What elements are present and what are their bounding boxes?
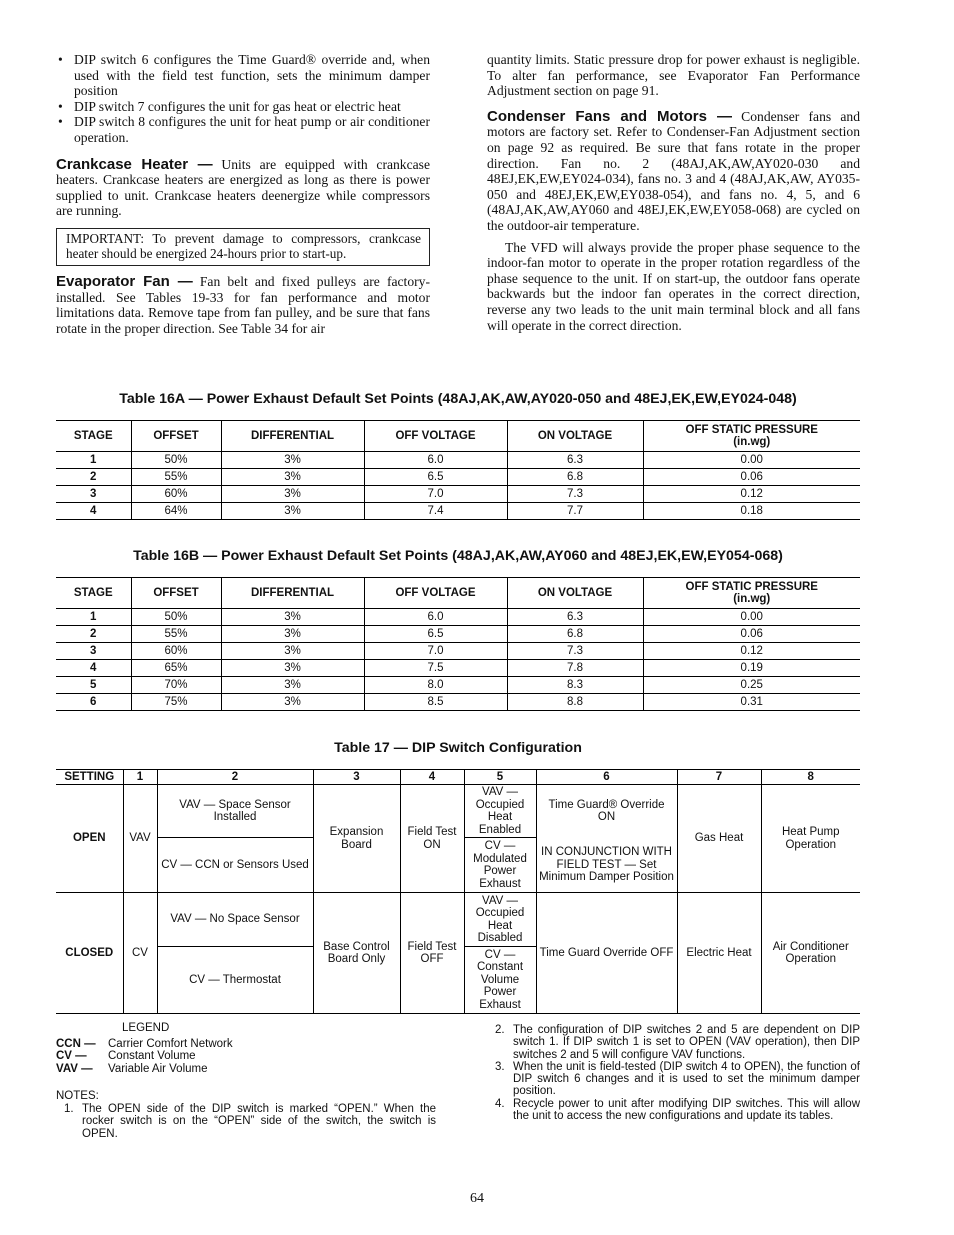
note-3: 3. When the unit is field-tested (DIP switch 4 to OPEN), the function of DIP switch 6 changes and it is used to set the minimum damper position. [495,1060,860,1098]
cell-stage: 3 [56,643,131,660]
cell-stage: 6 [56,694,131,711]
cell-stage: 1 [56,609,131,626]
header-line-1: OFF STATIC PRESSURE [685,581,818,593]
table-row [56,452,860,469]
cell-closed-5a: VAV — Occupied Heat Disabled [464,893,536,947]
col-header-switch-8: 8 [761,770,860,785]
col-header-off-voltage: OFF VOLTAGE [364,421,507,452]
bullet-dip-8: • DIP switch 8 configures the unit for heat pump or air conditioner operation. [56,114,430,145]
cell-on-voltage: 6.3 [507,452,643,469]
cell-differential: 3% [221,660,364,677]
cell-off-voltage: 7.5 [364,660,507,677]
note-3-text: When the unit is field-tested (DIP switch 4 to OPEN), the function of DIP switch 6 changes and it is used to set the minimum damper position. [513,1060,860,1098]
cell-offset: 60% [131,486,221,503]
table-16b [56,577,860,711]
col-header-stage: STAGE [56,421,131,452]
notes-right [487,1024,860,1122]
cell-open-7: Gas Heat [677,785,761,893]
cell-open-2b: CV — CCN or Sensors Used [157,838,313,893]
cell-differential: 3% [221,694,364,711]
cell-differential: 3% [221,643,364,660]
page-number: 64 [470,1191,484,1206]
vfd-paragraph: The VFD will always provide the proper phase sequence to the indoor-fan motor to operate in the proper rotation regardless of the phase sequence to the unit. If on start-up, the outdoor fans operate backwards but the indoor fan operates in the correct direction, reverse any two leads to the unit main terminal block and all fans will operate in the correct direction. [487,239,860,333]
table-row [56,694,860,711]
cell-off-static-pressure: 0.12 [643,486,860,503]
col-header-switch-5: 5 [464,770,536,785]
table-row [56,626,860,643]
cell-off-voltage: 6.0 [364,452,507,469]
cell-differential: 3% [221,452,364,469]
table-row-open-a [56,785,860,838]
col-header-off-static-pressure [643,421,860,452]
cell-off-static-pressure: 0.06 [643,469,860,486]
col-header-offset: OFFSET [131,578,221,609]
bullet-dip-7: • DIP switch 7 configures the unit for gas heat or electric heat [56,99,430,115]
cell-stage: 4 [56,660,131,677]
cell-offset: 60% [131,643,221,660]
right-column [487,52,860,333]
cell-stage: 4 [56,503,131,520]
legend-item [56,1050,436,1063]
note-1-text: The OPEN side of the DIP switch is marked “OPEN.” When the rocker switch is on the “OPEN” side of the switch, the switch is OPEN. [82,1102,436,1140]
cell-off-static-pressure: 0.25 [643,677,860,694]
cell-differential: 3% [221,469,364,486]
cell-off-static-pressure: 0.19 [643,660,860,677]
legend-item [56,1038,436,1051]
cell-differential: 3% [221,677,364,694]
table-row [56,503,860,520]
col-header-switch-4: 4 [400,770,464,785]
condenser-paragraph [487,109,860,234]
cell-on-voltage: 6.8 [507,469,643,486]
col-header-switch-1: 1 [123,770,157,785]
continued-paragraph: quantity limits. Static pressure drop for power exhaust is negligible. To alter fan performance, see Evaporator Fan Performance Adjustment section on page 91. [487,52,860,99]
cell-off-voltage: 8.0 [364,677,507,694]
header-line-2: (in.wg) [733,436,771,448]
table-row [56,609,860,626]
col-header-differential: DIFFERENTIAL [221,578,364,609]
cell-closed-8: Air Conditioner Operation [761,893,860,1014]
col-header-off-voltage: OFF VOLTAGE [364,578,507,609]
legend-text: Constant Volume [108,1050,196,1062]
cell-off-static-pressure: 0.06 [643,626,860,643]
cell-offset: 64% [131,503,221,520]
condenser-heading: Condenser Fans and Motors — [487,107,732,125]
cell-off-static-pressure: 0.00 [643,609,860,626]
cell-closed-2a: VAV — No Space Sensor [157,893,313,947]
crankcase-text: Units are equipped with crankcase heaters. Crankcase heaters are energized as long as there is power supplied to unit. Crankcase heaters deenergize while compressors are running. [56,156,430,219]
table-16b-title: Table 16B — Power Exhaust Default Set Points (48AJ,AK,AW,AY060 and 48EJ,EK,EW,EY054-068) [133,548,783,564]
condenser-text: Condenser fans and motors are factory set. Refer to Condenser-Fan Adjustment section on page 92 as required. Be sure that fans rotate in the proper direction. Fan no. 2 (48AJ,AK,AW,AY020-030 and 48EJ,EK,EW,EY024-034), fans no. 3 and 4 (48AJ,AK,AW, AY035-050 and 48EJ,EK,EW,EY038-054), and fans no. 4, 5, and 6 (48AJ,AK,AW,AY060 and 48EJ,EK,EW,EY058-068) are cycled on the outdoor-air temperature. [487,108,860,233]
cell-closed-5b: CV — Constant Volume Power Exhaust [464,947,536,1014]
notes-list-left [56,1103,436,1141]
cell-open-5a: VAV — Occupied Heat Enabled [464,785,536,838]
col-header-switch-2: 2 [157,770,313,785]
table-row [56,486,860,503]
cell-closed-6: Time Guard Override OFF [536,893,677,1014]
evaporator-heading: Evaporator Fan — [56,272,193,290]
cell-open-2a: VAV — Space Sensor Installed [157,785,313,838]
note-2: 2. The configuration of DIP switches 2 and 5 are dependent on DIP switch 1. If DIP switch 1 is set to OPEN (VAV operation), then DIP switches 2 and 5 will configure VAV functions. [495,1024,860,1061]
col-header-off-static-pressure [643,578,860,609]
legend-text: Variable Air Volume [108,1062,208,1075]
cell-on-voltage: 7.3 [507,643,643,660]
col-header-stage: STAGE [56,578,131,609]
legend-abbr: CV — [56,1050,87,1062]
cell-offset: 55% [131,626,221,643]
cell-differential: 3% [221,503,364,520]
table-17-title: Table 17 — DIP Switch Configuration [334,740,582,756]
cell-open-4: Field Test ON [400,785,464,893]
cell-off-static-pressure: 0.31 [643,694,860,711]
cell-off-voltage: 7.4 [364,503,507,520]
note-4-text: Recycle power to unit after modifying DIP switches. This will allow the unit to access the new configurations and update its tables. [513,1097,860,1123]
table-row [56,660,860,677]
table-row [56,677,860,694]
evaporator-paragraph [56,274,430,336]
col-header-switch-7: 7 [677,770,761,785]
cell-off-voltage: 7.0 [364,643,507,660]
table-16a [56,420,860,520]
cell-off-voltage: 6.5 [364,626,507,643]
cell-off-static-pressure: 0.00 [643,452,860,469]
col-header-on-voltage: ON VOLTAGE [507,578,643,609]
legend-abbr: CCN — [56,1037,96,1050]
note-4: 4. Recycle power to unit after modifying DIP switches. This will allow the unit to access the new configurations and update its tables. [495,1097,860,1123]
cell-offset: 65% [131,660,221,677]
crankcase-paragraph [56,157,430,219]
cell-open-1: VAV [123,785,157,893]
dip-switch-bullets [56,52,430,146]
cell-closed-1: CV [123,893,157,1014]
col-header-on-voltage: ON VOLTAGE [507,421,643,452]
setting-open: OPEN [56,785,123,893]
header-line-2: (in.wg) [733,593,771,605]
legend-abbr: VAV — [56,1062,93,1075]
cell-on-voltage: 6.8 [507,626,643,643]
col-header-offset: OFFSET [131,421,221,452]
notes-title: NOTES: [56,1090,99,1102]
cell-open-6a: Time Guard® Override ON [536,785,677,838]
cell-closed-2b: CV — Thermostat [157,947,313,1014]
cell-closed-3: Base Control Board Only [313,893,400,1014]
evaporator-text: Fan belt and fixed pulleys are factory-installed. See Tables 19-33 for fan performance and motor limitations data. Remove tape from fan pulley, and be sure that fans rotate in the proper direction. See Table 34 for air [56,273,430,336]
cell-on-voltage: 7.7 [507,503,643,520]
col-header-switch-6: 6 [536,770,677,785]
cell-closed-7: Electric Heat [677,893,761,1014]
cell-stage: 2 [56,626,131,643]
cell-on-voltage: 7.8 [507,660,643,677]
table-row [56,469,860,486]
table-row [56,643,860,660]
cell-open-5b: CV — Modulated Power Exhaust [464,838,536,893]
cell-stage: 5 [56,677,131,694]
table-16a-title: Table 16A — Power Exhaust Default Set Points (48AJ,AK,AW,AY020-050 and 48EJ,EK,EW,EY024-048) [119,391,797,407]
cell-on-voltage: 6.3 [507,609,643,626]
left-column [56,52,430,336]
notes-list-right [487,1024,860,1122]
table-17 [56,769,860,1014]
bullet-dip-6: • DIP switch 6 configures the Time Guard® override and, when used with the field test function, sets the minimum damper position [56,52,430,99]
cell-stage: 3 [56,486,131,503]
col-header-setting: SETTING [56,770,123,785]
cell-offset: 50% [131,452,221,469]
cell-differential: 3% [221,609,364,626]
table-header-row [56,770,860,785]
setting-closed: CLOSED [56,893,123,1014]
cell-closed-4: Field Test OFF [400,893,464,1014]
cell-on-voltage: 7.3 [507,486,643,503]
note-1: 1. The OPEN side of the DIP switch is marked “OPEN.” When the rocker switch is on the “OPEN” side of the switch, the switch is OPEN. [64,1102,436,1140]
legend-item [56,1063,436,1076]
cell-on-voltage: 8.3 [507,677,643,694]
cell-differential: 3% [221,486,364,503]
cell-offset: 70% [131,677,221,694]
cell-offset: 55% [131,469,221,486]
cell-open-3: Expansion Board [313,785,400,893]
cell-on-voltage: 8.8 [507,694,643,711]
col-header-switch-3: 3 [313,770,400,785]
cell-stage: 1 [56,452,131,469]
cell-differential: 3% [221,626,364,643]
legend-text: Carrier Comfort Network [108,1037,233,1050]
cell-stage: 2 [56,469,131,486]
cell-offset: 50% [131,609,221,626]
col-header-differential: DIFFERENTIAL [221,421,364,452]
note-2-text: The configuration of DIP switches 2 and 5 are dependent on DIP switch 1. If DIP switch 1 is set to OPEN (VAV operation), then DIP switches 2 and 5 will configure VAV functions. [513,1024,860,1061]
header-line-1: OFF STATIC PRESSURE [685,424,818,436]
cell-off-voltage: 7.0 [364,486,507,503]
important-notice: IMPORTANT: To prevent damage to compressors, crankcase heater should be energized 24-hours prior to start-up. [56,228,430,266]
cell-off-voltage: 8.5 [364,694,507,711]
crankcase-heading: Crankcase Heater — [56,155,213,173]
cell-offset: 75% [131,694,221,711]
cell-off-static-pressure: 0.12 [643,643,860,660]
cell-off-static-pressure: 0.18 [643,503,860,520]
table-header-row [56,578,860,609]
table-header-row [56,421,860,452]
cell-off-voltage: 6.0 [364,609,507,626]
table-legend [56,1022,436,1140]
table-row-closed-a [56,893,860,947]
cell-off-voltage: 6.5 [364,469,507,486]
cell-open-8: Heat Pump Operation [761,785,860,893]
legend-title: LEGEND [122,1022,170,1034]
cell-open-6b: IN CONJUNCTION WITH FIELD TEST — Set Minimum Damper Position [536,838,677,893]
